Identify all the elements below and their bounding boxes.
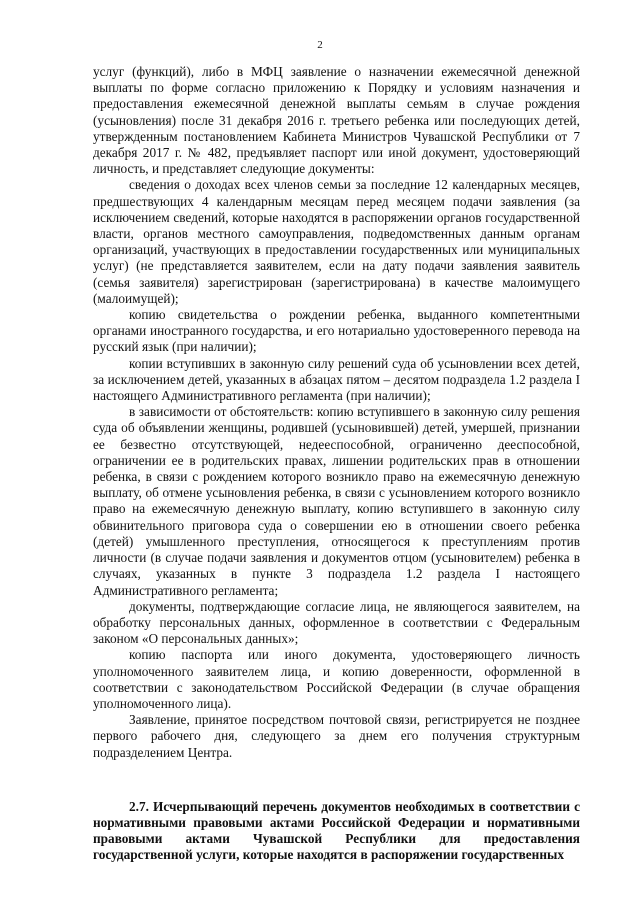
paragraph-passport-copy: копию паспорта или иного документа, удостоверяющего личность уполномоченного заявителем лица, и копию доверенности, оформленной в соответствии с законодательством Российской Федерации (в случае обращения уполномоченного лица). — [93, 647, 580, 711]
paragraph-intro: услуг (функций), либо в МФЦ заявление о назначении ежемесячной денежной выплаты по форме согласно приложению к Порядку и условиям назначения и предоставления ежемесячной денежной выплаты семьям в случае рождения (усыновления) после 31 декабря 2016 г. третьего ребенка или последующих детей, утвержденным постановлением Кабинета Министров Чувашской Республики от 7 декабря 2017 г. № 482, предъявляет паспорт или иной документ, удостоверяющий личность, и представляет следующие документы: — [93, 64, 580, 177]
paragraph-adoption-decisions: копии вступивших в законную силу решений суда об усыновлении всех детей, за исключением детей, указанных в абзацах пятом – десятом подраздела 1.2 раздела I настоящего Административного регламента (при наличии); — [93, 355, 580, 404]
paragraph-birth-certificate: копию свидетельства о рождении ребенка, выданного компетентными органами иностранного государства, и его нотариально удостоверенного перевода на русский язык (при наличии); — [93, 307, 580, 355]
section-heading: 2.7. Исчерпывающий перечень документов необходимых в соответствии с нормативными правовыми актами Российской Федерации и нормативными правовыми актами Чувашской Республики для предоставления государственной услуги, которые находятся в распоряжении государственных — [93, 798, 580, 863]
paragraph-income-info: сведения о доходах всех членов семьи за последние 12 календарных месяцев, предшествующих 4 календарным месяцам перед месяцем подачи заявления (за исключением сведений, которые находятся в распоряжении органов государственной власти, органов местного самоуправления, подведомственных данным органам организаций, участвующих в предоставлении государственных или муниципальных услуг) (не представляется заявителем, если на дату подачи заявления заявитель (семья заявителя) зарегистрирован (зарегистрирована) в качестве малоимущего (малоимущей); — [93, 177, 580, 306]
paragraph-circumstances: в зависимости от обстоятельств: копию вступившего в законную силу решения суда об объявлении женщины, родившей (усыновившей) детей, умершей, признании ее безвестно отсутствующей, недееспособной, ограниченно дееспособной, ограничении ее в родительских правах, лишении родительских прав в отношении ребенка, в связи с рождением которого возникло право на ежемесячную денежную выплату, об отмене усыновления ребенка, в связи с усыновлением которого возникло право на ежемесячную денежную выплату, копию вступившего в законную силу обвинительного приговора суда о совершении ею в отношении своего ребенка (детей) умышленного преступления, относящегося к преступлениям против личности (в случае подачи заявления и документов отцом (усыновителем) ребенка в случаях, указанных в пункте 3 подраздела 1.2 раздела I настоящего Административного регламента; — [93, 404, 580, 598]
document-body — [93, 64, 580, 864]
section-spacer — [93, 761, 580, 799]
paragraph-postal-registration: Заявление, принятое посредством почтовой связи, регистрируется не позднее первого рабочего дня, следующего за днем его получения структурным подразделением Центра. — [93, 712, 580, 760]
paragraph-consent-documents: документы, подтверждающие согласие лица, не являющегося заявителем, на обработку персональных данных, оформленное в соответствии с Федеральным законом «О персональных данных»; — [93, 598, 580, 647]
page-number: 2 — [317, 39, 323, 51]
